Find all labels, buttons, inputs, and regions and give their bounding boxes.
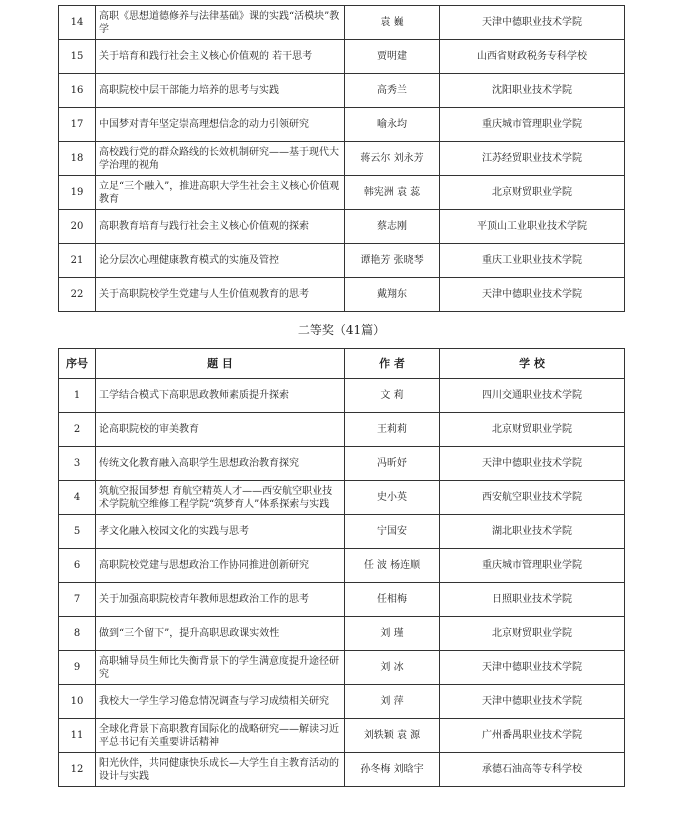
row-author bbox=[345, 278, 440, 312]
row-number-text: 9 bbox=[73, 662, 81, 673]
row-author bbox=[345, 515, 440, 549]
row-author-text: 刘 冰 bbox=[380, 662, 404, 673]
table-row bbox=[59, 40, 625, 74]
row-title bbox=[96, 40, 345, 74]
row-school-text: 天津中德职业技术学院 bbox=[482, 696, 582, 707]
row-author-text: 韩宪洲 袁 蕊 bbox=[363, 187, 421, 198]
header-title: 题 目 bbox=[96, 349, 345, 379]
row-number-text: 8 bbox=[73, 628, 81, 639]
row-school-text: 日照职业技术学院 bbox=[492, 594, 572, 605]
row-school bbox=[440, 278, 625, 312]
row-title bbox=[96, 210, 345, 244]
table-row bbox=[59, 583, 625, 617]
row-number bbox=[59, 74, 96, 108]
row-number bbox=[59, 515, 96, 549]
row-school-text: 北京财贸职业学院 bbox=[492, 187, 572, 198]
row-title bbox=[96, 617, 345, 651]
row-author-text: 任相梅 bbox=[377, 594, 407, 605]
row-author-text: 蔡志刚 bbox=[377, 221, 407, 232]
row-title-text: 工学结合模式下高职思政教师素质提升探索 bbox=[99, 390, 289, 401]
row-title bbox=[96, 244, 345, 278]
row-title-text: 立足“三个融入”，推进高职大学生社会主义核心价值观教育 bbox=[99, 180, 340, 205]
row-school bbox=[440, 244, 625, 278]
row-number-text: 19 bbox=[70, 187, 84, 198]
row-number bbox=[59, 210, 96, 244]
row-title bbox=[96, 719, 345, 753]
row-school bbox=[440, 515, 625, 549]
row-number bbox=[59, 244, 96, 278]
section-divider bbox=[59, 312, 625, 379]
row-school bbox=[440, 481, 625, 515]
row-school-text: 四川交通职业技术学院 bbox=[482, 390, 582, 401]
awards-table bbox=[58, 5, 625, 787]
row-school bbox=[440, 549, 625, 583]
row-author bbox=[345, 108, 440, 142]
row-author-text: 王莉莉 bbox=[377, 424, 407, 435]
table-row bbox=[59, 481, 625, 515]
table-row bbox=[59, 379, 625, 413]
row-school bbox=[440, 74, 625, 108]
table-row bbox=[59, 244, 625, 278]
table-row bbox=[59, 278, 625, 312]
table-row bbox=[59, 549, 625, 583]
row-title bbox=[96, 651, 345, 685]
header-no: 序号 bbox=[59, 349, 96, 379]
row-title-text: 高职《思想道德修养与法律基础》课的实践“活模块”教学 bbox=[99, 10, 340, 35]
row-number bbox=[59, 6, 96, 40]
row-number-text: 4 bbox=[73, 492, 81, 503]
row-school bbox=[440, 685, 625, 719]
row-title-text: 传统文化教育融入高职学生思想政治教育探究 bbox=[99, 458, 299, 469]
row-school-text: 天津中德职业技术学院 bbox=[482, 289, 582, 300]
row-number bbox=[59, 278, 96, 312]
row-author bbox=[345, 413, 440, 447]
row-school bbox=[440, 719, 625, 753]
row-author-text: 袁 巍 bbox=[380, 17, 404, 28]
row-number-text: 6 bbox=[73, 560, 81, 571]
row-author-text: 文 莉 bbox=[380, 390, 404, 401]
row-school-text: 重庆城市管理职业学院 bbox=[482, 560, 582, 571]
row-number bbox=[59, 685, 96, 719]
row-author bbox=[345, 244, 440, 278]
row-number bbox=[59, 583, 96, 617]
row-number-text: 11 bbox=[70, 730, 84, 741]
row-number-text: 3 bbox=[73, 458, 81, 469]
header-school: 学 校 bbox=[440, 349, 625, 379]
row-school-text: 天津中德职业技术学院 bbox=[482, 17, 582, 28]
row-school bbox=[440, 413, 625, 447]
row-number bbox=[59, 651, 96, 685]
table-row bbox=[59, 413, 625, 447]
row-number bbox=[59, 617, 96, 651]
row-school bbox=[440, 142, 625, 176]
table-row bbox=[59, 617, 625, 651]
table-row bbox=[59, 685, 625, 719]
row-number bbox=[59, 413, 96, 447]
row-title-text: 高职辅导员生师比失衡背景下的学生满意度提升途径研究 bbox=[99, 655, 339, 680]
row-number bbox=[59, 142, 96, 176]
row-title-text: 论高职院校的审美教育 bbox=[99, 424, 199, 435]
row-number-text: 18 bbox=[70, 153, 84, 164]
row-school bbox=[440, 753, 625, 787]
row-school bbox=[440, 583, 625, 617]
table-row bbox=[59, 6, 625, 40]
row-title bbox=[96, 481, 345, 515]
row-author-text: 喻永均 bbox=[377, 119, 407, 130]
table-row bbox=[59, 447, 625, 481]
row-title-text: 阳光伙伴，共同健康快乐成长—大学生自主教育活动的设计与实践 bbox=[99, 757, 339, 782]
row-title-text: 我校大一学生学习倦怠情况调查与学习成绩相关研究 bbox=[99, 696, 329, 707]
table-row bbox=[59, 753, 625, 787]
row-title bbox=[96, 753, 345, 787]
table-row bbox=[59, 108, 625, 142]
row-author-text: 刘 瑾 bbox=[380, 628, 404, 639]
row-number-text: 10 bbox=[70, 696, 84, 707]
table-row bbox=[59, 74, 625, 108]
row-number-text: 7 bbox=[73, 594, 81, 605]
row-number-text: 5 bbox=[73, 526, 81, 537]
row-school-text: 重庆城市管理职业学院 bbox=[482, 119, 582, 130]
row-author-text: 蒋云尔 刘永芳 bbox=[360, 153, 424, 164]
row-author bbox=[345, 176, 440, 210]
row-title bbox=[96, 176, 345, 210]
row-title-text: 高职院校中层干部能力培养的思考与实践 bbox=[99, 85, 279, 96]
row-school bbox=[440, 210, 625, 244]
row-number-text: 14 bbox=[70, 17, 84, 28]
row-author bbox=[345, 142, 440, 176]
row-title bbox=[96, 685, 345, 719]
row-author bbox=[345, 6, 440, 40]
row-number-text: 22 bbox=[70, 289, 84, 300]
row-title-text: 高校践行党的群众路线的长效机制研究——基于现代大学治理的视角 bbox=[99, 146, 339, 171]
row-author-text: 谭艳芳 张晓琴 bbox=[360, 255, 424, 266]
row-number bbox=[59, 176, 96, 210]
row-author bbox=[345, 549, 440, 583]
table-header bbox=[59, 349, 625, 379]
row-school-text: 山西省财政税务专科学校 bbox=[477, 51, 587, 62]
row-school-text: 沈阳职业技术学院 bbox=[492, 85, 572, 96]
row-number bbox=[59, 447, 96, 481]
row-title-text: 高职院校党建与思想政治工作协同推进创新研究 bbox=[99, 560, 309, 571]
row-school-text: 天津中德职业技术学院 bbox=[482, 458, 582, 469]
row-title-text: 关于加强高职院校青年教师思想政治工作的思考 bbox=[99, 594, 309, 605]
first-prize-rows bbox=[59, 6, 625, 312]
row-title-text: 关于高职院校学生党建与人生价值观教育的思考 bbox=[99, 289, 309, 300]
row-school-text: 北京财贸职业学院 bbox=[492, 424, 572, 435]
row-school bbox=[440, 108, 625, 142]
row-number-text: 12 bbox=[70, 764, 84, 775]
row-school-text: 北京财贸职业学院 bbox=[492, 628, 572, 639]
table-row bbox=[59, 719, 625, 753]
row-author bbox=[345, 753, 440, 787]
row-title bbox=[96, 278, 345, 312]
section-row bbox=[59, 312, 625, 349]
row-author bbox=[345, 583, 440, 617]
row-title bbox=[96, 74, 345, 108]
row-author bbox=[345, 210, 440, 244]
row-school-text: 西安航空职业技术学院 bbox=[482, 492, 582, 503]
second-prize-rows bbox=[59, 379, 625, 787]
section-title: 二等奖（41篇） bbox=[59, 312, 625, 349]
row-school-text: 天津中德职业技术学院 bbox=[482, 662, 582, 673]
row-school bbox=[440, 651, 625, 685]
row-author bbox=[345, 481, 440, 515]
table-row bbox=[59, 515, 625, 549]
row-title-text: 孝文化融入校园文化的实践与思考 bbox=[99, 526, 249, 537]
row-number-text: 15 bbox=[70, 51, 84, 62]
row-title-text: 高职教育培育与践行社会主义核心价值观的探索 bbox=[99, 221, 309, 232]
row-author-text: 刘 萍 bbox=[380, 696, 404, 707]
table-row bbox=[59, 651, 625, 685]
row-title bbox=[96, 413, 345, 447]
row-school bbox=[440, 176, 625, 210]
row-author-text: 贾明建 bbox=[377, 51, 407, 62]
row-number-text: 21 bbox=[70, 255, 84, 266]
row-title-text: 筑航空报国梦想 育航空精英人才——西安航空职业技术学院航空维修工程学院“筑梦育人”体系探索与实践 bbox=[99, 485, 333, 510]
row-author bbox=[345, 40, 440, 74]
row-title bbox=[96, 515, 345, 549]
row-school-text: 江苏经贸职业技术学院 bbox=[482, 153, 582, 164]
row-title bbox=[96, 142, 345, 176]
row-title-text: 关于培育和践行社会主义核心价值观的 若干思考 bbox=[99, 51, 313, 62]
row-title bbox=[96, 108, 345, 142]
row-school bbox=[440, 379, 625, 413]
row-title bbox=[96, 379, 345, 413]
row-author-text: 史小英 bbox=[377, 492, 407, 503]
row-title bbox=[96, 447, 345, 481]
row-title bbox=[96, 583, 345, 617]
row-author-text: 冯昕妤 bbox=[377, 458, 407, 469]
row-school bbox=[440, 447, 625, 481]
row-number-text: 17 bbox=[70, 119, 84, 130]
row-author bbox=[345, 719, 440, 753]
row-author-text: 宁国安 bbox=[377, 526, 407, 537]
row-title-text: 做到“三个留下”，提升高职思政课实效性 bbox=[99, 628, 280, 639]
table-row bbox=[59, 210, 625, 244]
row-number-text: 1 bbox=[73, 390, 81, 401]
row-number-text: 20 bbox=[70, 221, 84, 232]
row-school-text: 广州番禺职业技术学院 bbox=[482, 730, 582, 741]
row-number-text: 16 bbox=[70, 85, 84, 96]
row-title bbox=[96, 6, 345, 40]
row-school bbox=[440, 617, 625, 651]
row-school bbox=[440, 40, 625, 74]
row-author bbox=[345, 617, 440, 651]
row-author-text: 任 波 杨连顺 bbox=[363, 560, 421, 571]
row-number-text: 2 bbox=[73, 424, 81, 435]
row-number bbox=[59, 108, 96, 142]
row-number bbox=[59, 753, 96, 787]
header-author: 作 者 bbox=[345, 349, 440, 379]
row-school-text: 平顶山工业职业技术学院 bbox=[477, 221, 587, 232]
row-title bbox=[96, 549, 345, 583]
row-author bbox=[345, 447, 440, 481]
row-school bbox=[440, 6, 625, 40]
table-row bbox=[59, 142, 625, 176]
row-title-text: 中国梦对青年坚定崇高理想信念的动力引领研究 bbox=[99, 119, 309, 130]
row-school-text: 承德石油高等专科学校 bbox=[482, 764, 582, 775]
row-number bbox=[59, 719, 96, 753]
row-number bbox=[59, 379, 96, 413]
row-title-text: 论分层次心理健康教育模式的实施及管控 bbox=[99, 255, 279, 266]
row-school-text: 重庆工业职业技术学院 bbox=[482, 255, 582, 266]
row-title-text: 全球化背景下高职教育国际化的战略研究——解读习近平总书记有关重要讲话精神 bbox=[99, 723, 339, 748]
row-author bbox=[345, 685, 440, 719]
row-number bbox=[59, 549, 96, 583]
table-row bbox=[59, 176, 625, 210]
row-author bbox=[345, 651, 440, 685]
row-author-text: 刘轶颖 袁 源 bbox=[363, 730, 421, 741]
row-author-text: 戴翔东 bbox=[377, 289, 407, 300]
row-author bbox=[345, 379, 440, 413]
row-author bbox=[345, 74, 440, 108]
row-number bbox=[59, 481, 96, 515]
row-number bbox=[59, 40, 96, 74]
row-author-text: 孙冬梅 刘晗宇 bbox=[360, 764, 424, 775]
row-author-text: 高秀兰 bbox=[377, 85, 407, 96]
row-school-text: 湖北职业技术学院 bbox=[492, 526, 572, 537]
